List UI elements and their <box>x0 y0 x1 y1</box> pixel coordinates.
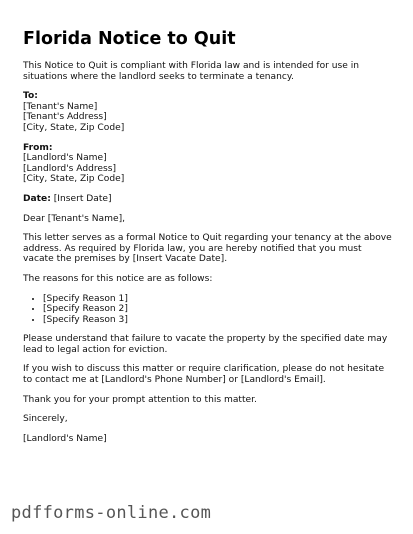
watermark-logo: pdfforms-online.com <box>11 503 212 523</box>
reason-item: • [Specify Reason 1] <box>43 294 395 305</box>
contact-paragraph: If you wish to discuss this matter or require clarification, please do not hesitate to contact me at [Landlord's Phone Number] or [Landlord's Email]. <box>23 364 385 386</box>
to-label: To: <box>23 91 38 102</box>
date-value: [Insert Date] <box>53 193 112 204</box>
reason-item: • [Specify Reason 3] <box>43 315 395 326</box>
salutation: Dear [Tenant's Name], <box>23 213 126 224</box>
reasons-list <box>23 294 395 326</box>
to-address-block <box>23 91 395 133</box>
notice-paragraph: This letter serves as a formal Notice to Quit regarding your tenancy at the above address. As required by Florida law, you are hereby notified that you must vacate the premises by [Insert Vacate Date]. <box>23 233 392 265</box>
intro-paragraph: This Notice to Quit is compliant with Florida law and is intended for use in situations where the landlord seeks to terminate a tenancy. <box>23 61 360 82</box>
thanks-paragraph: Thank you for your prompt attention to this matter. <box>23 394 257 405</box>
reason-item: • [Specify Reason 2] <box>43 304 395 315</box>
document-title: Florida Notice to Quit <box>23 29 236 49</box>
eviction-warning-paragraph: Please understand that failure to vacate the property by the specified date may lead to legal action for eviction. <box>23 334 388 355</box>
date-line <box>23 194 395 205</box>
reasons-intro: The reasons for this notice are as follows: <box>23 273 213 284</box>
from-line: [City, State, Zip Code] <box>23 174 125 185</box>
closing: Sincerely, <box>23 414 68 425</box>
from-address-block <box>23 143 395 185</box>
to-line: [Tenant's Address] <box>23 112 107 123</box>
from-line: [Landlord's Address] <box>23 163 117 174</box>
to-line: [Tenant's Name] <box>23 101 98 112</box>
from-label: From: <box>23 142 53 153</box>
document-page <box>23 28 395 453</box>
date-label: Date: <box>23 193 51 204</box>
signature: [Landlord's Name] <box>23 433 107 444</box>
to-line: [City, State, Zip Code] <box>23 122 125 133</box>
from-line: [Landlord's Name] <box>23 153 107 164</box>
